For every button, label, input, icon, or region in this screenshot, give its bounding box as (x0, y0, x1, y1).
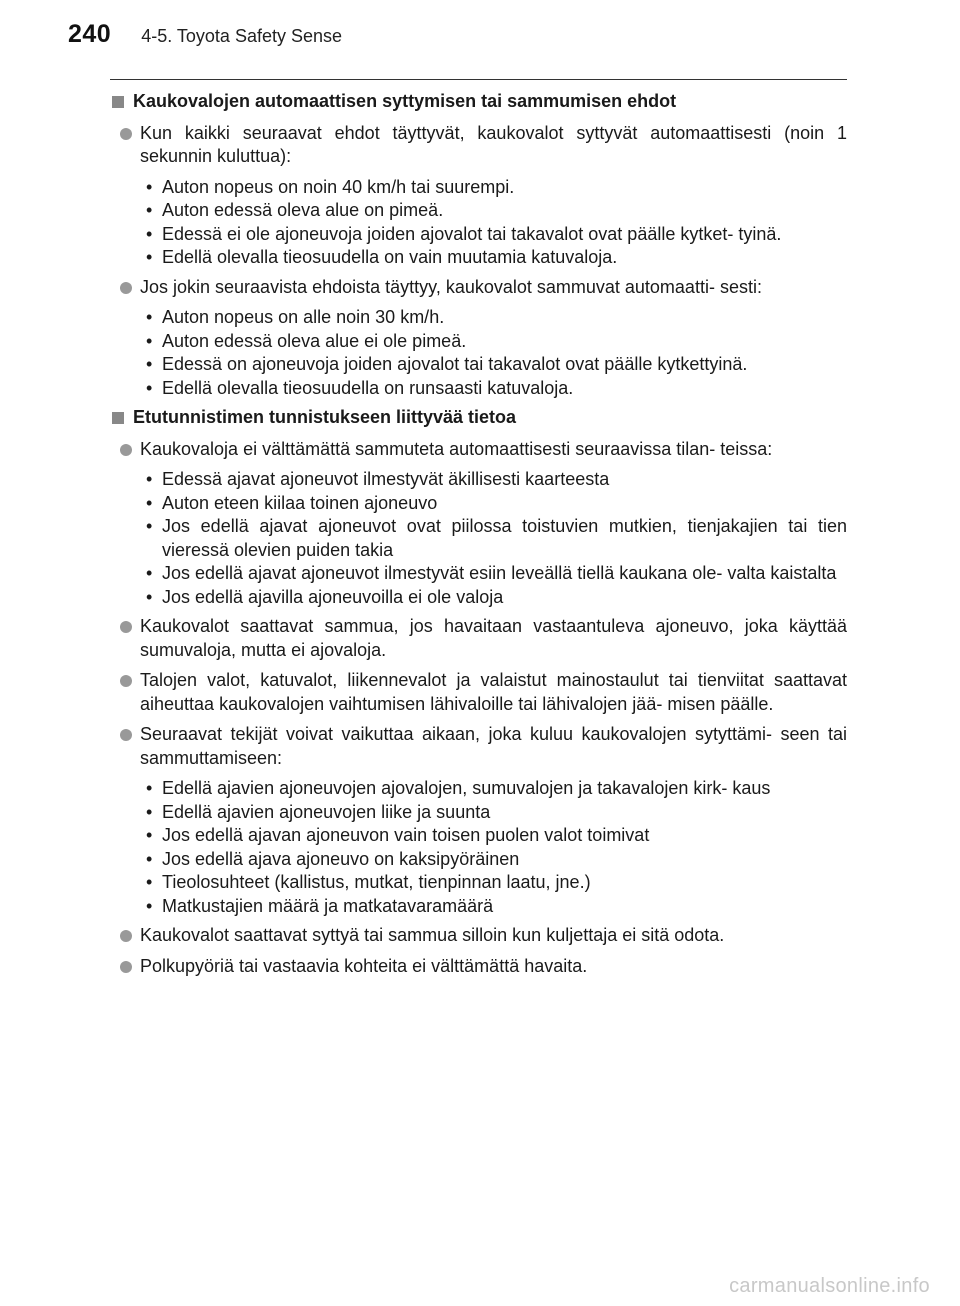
sub-bullet-item: • Jos edellä ajava ajoneuvo on kaksipyöräinen (146, 848, 847, 872)
sub-bullet-item: • Edellä olevalla tieosuudella on vain muutamia katuvaloja. (146, 246, 847, 270)
sub-bullet-list (110, 777, 847, 918)
section-title: 4-5. Toyota Safety Sense (141, 26, 343, 46)
sub-bullet-item: • Auton edessä oleva alue on pimeä. (146, 199, 847, 223)
list-item-text: Kun kaikki seuraavat ehdot täyttyvät, kaukovalot syttyvät automaattisesti (noin 1 sekunnin kuluttua): (140, 122, 847, 166)
list-item (110, 723, 847, 770)
header-divider (110, 79, 847, 80)
circle-bullet-icon (120, 961, 132, 973)
circle-bullet-icon (120, 444, 132, 456)
sub-bullet-item: • Edellä olevalla tieosuudella on runsaasti katuvaloja. (146, 377, 847, 401)
section-heading-text: Kaukovalojen automaattisen syttymisen tai sammumisen ehdot (133, 91, 677, 111)
circle-bullet-icon (120, 930, 132, 942)
page-header (68, 20, 342, 60)
sub-bullet-item: • Edellä ajavien ajoneuvojen ajovalojen, sumuvalojen ja takavalojen kirk- kaus (146, 777, 847, 801)
list-item-text: Talojen valot, katuvalot, liikennevalot ja valaistut mainostaulut tai tienviitat saattavat aiheuttaa kaukovalojen vaihtumisen lähivaloille tai lähivalojen jää- misen päälle. (140, 670, 847, 714)
sub-bullet-item: • Jos edellä ajavat ajoneuvot ovat piilossa toistuvien mutkien, tienjakajien tai tien vieressä olevien puiden takia (146, 515, 847, 562)
square-bullet-icon (112, 412, 124, 424)
circle-bullet-icon (120, 621, 132, 633)
section-heading (110, 90, 847, 114)
sub-bullet-item: • Edessä on ajoneuvoja joiden ajovalot tai takavalot ovat päälle kytkettyinä. (146, 353, 847, 377)
list-item (110, 924, 847, 948)
sub-bullet-list (110, 306, 847, 400)
sub-bullet-item: • Auton nopeus on alle noin 30 km/h. (146, 306, 847, 330)
sub-bullet-item: • Auton eteen kiilaa toinen ajoneuvo (146, 492, 847, 516)
circle-bullet-icon (120, 282, 132, 294)
list-item (110, 955, 847, 979)
list-item-text: Seuraavat tekijät voivat vaikuttaa aikaan, joka kuluu kaukovalojen sytyttämi- seen tai sammuttamiseen: (140, 724, 847, 768)
sub-bullet-list (110, 176, 847, 270)
list-item (110, 669, 847, 716)
sub-bullet-item: • Auton edessä oleva alue ei ole pimeä. (146, 330, 847, 354)
sub-bullet-item: • Edellä ajavien ajoneuvojen liike ja suunta (146, 801, 847, 825)
square-bullet-icon (112, 96, 124, 108)
sub-bullet-item: • Jos edellä ajavan ajoneuvon vain toisen puolen valot toimivat (146, 824, 847, 848)
sub-bullet-list (110, 468, 847, 609)
sub-bullet-item: • Edessä ajavat ajoneuvot ilmestyvät äkillisesti kaarteesta (146, 468, 847, 492)
sub-bullet-item: • Matkustajien määrä ja matkatavaramäärä (146, 895, 847, 919)
sub-bullet-item: • Edessä ei ole ajoneuvoja joiden ajovalot tai takavalot ovat päälle kytket- tyinä. (146, 223, 847, 247)
list-item (110, 438, 847, 462)
section-heading-text: Etutunnistimen tunnistukseen liittyvää tietoa (133, 407, 517, 427)
sub-bullet-item: • Jos edellä ajavilla ajoneuvoilla ei ole valoja (146, 586, 847, 610)
list-item-text: Kaukovaloja ei välttämättä sammuteta automaattisesti seuraavissa tilan- teissa: (140, 438, 773, 459)
list-item-text: Kaukovalot saattavat sammua, jos havaitaan vastaantuleva ajoneuvo, joka käyttää sumuvaloja, mutta ei ajovaloja. (140, 616, 847, 660)
list-item-text: Jos jokin seuraavista ehdoista täyttyy, kaukovalot sammuvat automaatti- sesti: (140, 276, 762, 297)
list-item (110, 276, 847, 300)
list-item-text: Polkupyöriä tai vastaavia kohteita ei välttämättä havaita. (140, 955, 588, 976)
list-item (110, 615, 847, 662)
sub-bullet-item: • Jos edellä ajavat ajoneuvot ilmestyvät esiin leveällä tiellä kaukana ole- valta kaistalta (146, 562, 847, 586)
page-content (110, 90, 847, 985)
circle-bullet-icon (120, 128, 132, 140)
sub-bullet-item: • Tieolosuhteet (kallistus, mutkat, tienpinnan laatu, jne.) (146, 871, 847, 895)
watermark: carmanualsonline.info (729, 1275, 930, 1297)
section-heading (110, 406, 847, 430)
sub-bullet-item: • Auton nopeus on noin 40 km/h tai suurempi. (146, 176, 847, 200)
circle-bullet-icon (120, 675, 132, 687)
list-item-text: Kaukovalot saattavat syttyä tai sammua silloin kun kuljettaja ei sitä odota. (140, 925, 725, 945)
list-item (110, 122, 847, 169)
circle-bullet-icon (120, 729, 132, 741)
page-number: 240 (68, 20, 112, 48)
